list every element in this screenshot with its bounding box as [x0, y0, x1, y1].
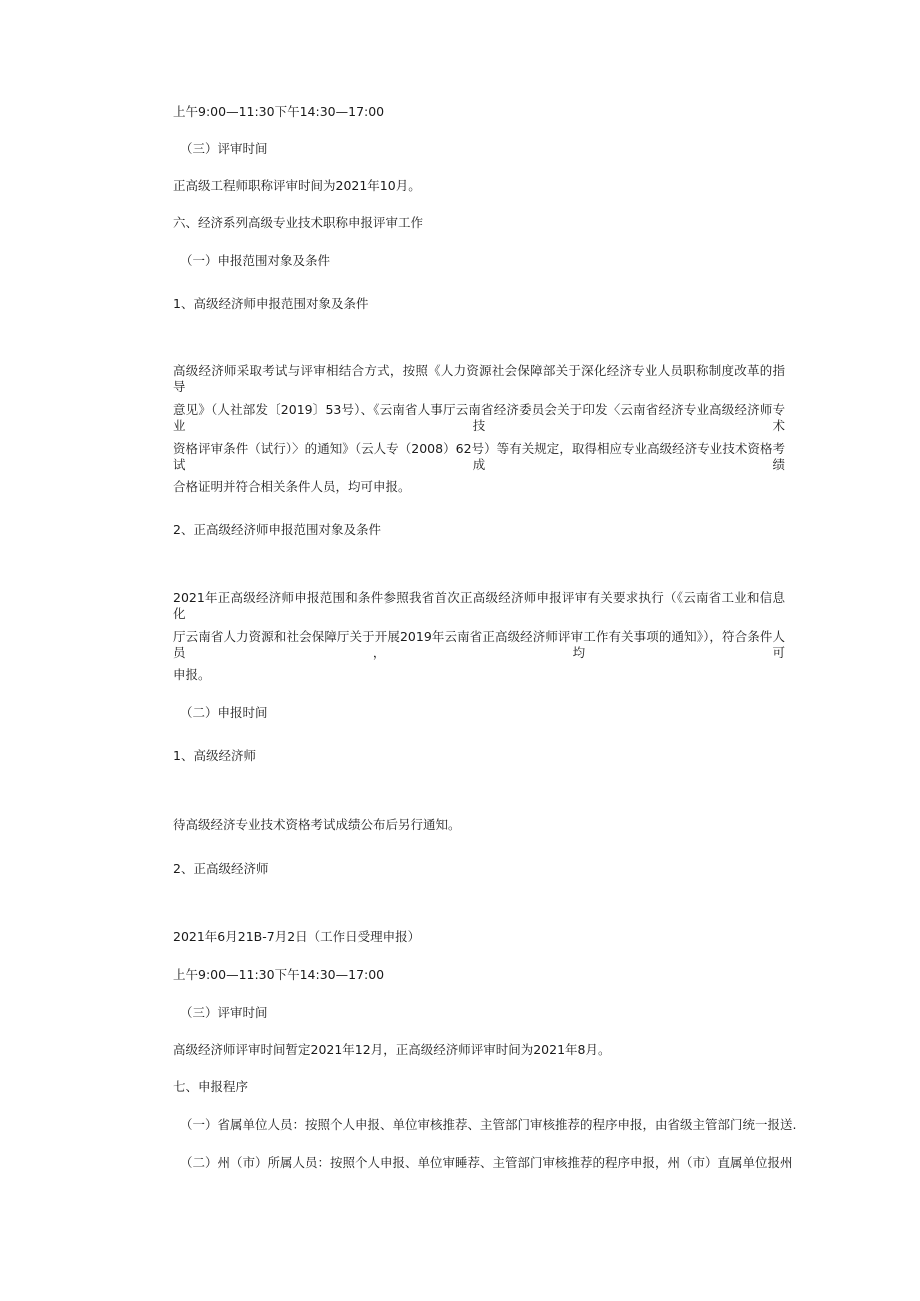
- item-senior-economist-scope: 1、高级经济师申报范围对象及条件: [173, 296, 369, 311]
- procedure-prefecture-units: （二）州（市）所属人员：按照个人申报、单位审睡荐、主管部门审核推荐的程序申报，州（市）直属单位报州: [180, 1155, 793, 1170]
- economist-review-time: 高级经济师评审时间暂定2021年12月，正高级经济师评审时间为2021年8月。: [173, 1042, 611, 1057]
- paragraph-line: 厅云南省人力资源和社会保障厅关于开展2019年云南省正高级经济师评审工作有关事项的通知》），符合条件人员，均可: [173, 629, 785, 660]
- section-six-title: 六、经济系列高级专业技术职称申报评审工作: [173, 215, 424, 230]
- paragraph-line: 申报。: [173, 667, 211, 682]
- paragraph-line: 高级经济师采取考试与评审相结合方式，按照《人力资源社会保障部关于深化经济专业人员职称制度改革的指导: [173, 363, 785, 394]
- section-heading-review-time-2: （三）评审时间: [180, 1005, 268, 1020]
- paragraph-line: 意见》（人社部发〔2019〕53号）、《云南省人事厅云南省经济委员会关于印发〈云南省经济专业高级经济师专业技术: [173, 402, 785, 433]
- office-hours-line: 上午9:00—11:30下午14:30—17:00: [173, 104, 385, 119]
- section-heading-review-time: （三）评审时间: [180, 141, 268, 156]
- procedure-provincial-units: （一）省属单位人员：按照个人申报、单位审核推荐、主管部门审核推荐的程序申报，由省级主管部门统一报送.: [180, 1117, 797, 1132]
- paragraph-line: 合格证明并符合相关条件人员，均可申报。: [173, 479, 411, 494]
- senior-economist-notice: 待高级经济专业技术资格考试成绩公布后另行通知。: [173, 817, 461, 832]
- item-senior-economist: 1、高级经济师: [173, 748, 256, 763]
- subsection-scope-heading: （一）申报范围对象及条件: [180, 253, 331, 268]
- office-hours-line-2: 上午9:00—11:30下午14:30—17:00: [173, 967, 385, 982]
- application-date-range: 2021年6月21B-7月2日（工作日受理申报）: [173, 929, 421, 944]
- section-seven-title: 七、申报程序: [173, 1079, 249, 1094]
- item-full-senior-economist-scope: 2、正高级经济师申报范围对象及条件: [173, 522, 381, 537]
- senior-engineer-review-time: 正高级工程师职称评审时间为2021年10月。: [173, 178, 421, 193]
- subsection-apply-time-heading: （二）申报时间: [180, 705, 268, 720]
- paragraph-line: 2021年正高级经济师申报范围和条件参照我省首次正高级经济师申报评审有关要求执行（《云南省工业和信息化: [173, 590, 785, 621]
- item-full-senior-economist: 2、正高级经济师: [173, 861, 269, 876]
- paragraph-line: 资格评审条件（试行）〉的通知》（云人专（2008）62号）等有关规定，取得相应专业高级经济专业技术资格考试成绩: [173, 441, 785, 472]
